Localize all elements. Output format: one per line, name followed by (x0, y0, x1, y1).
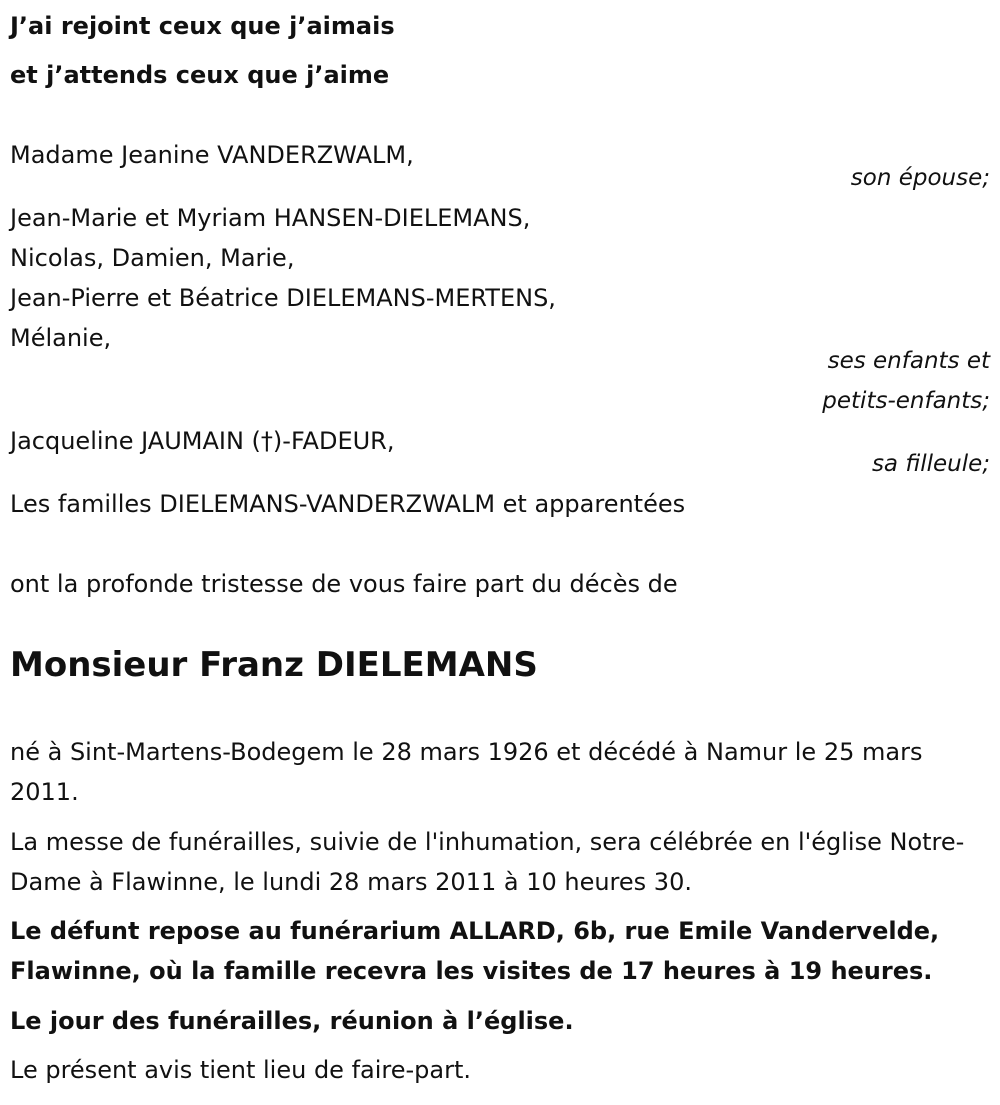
epigraph-line-1: J’ai rejoint ceux que j’aimais (10, 12, 395, 40)
funeral-paragraph: La messe de funérailles, suivie de l'inhumation, sera célébrée en l'église Notre-Dame à Flawinne, le lundi 28 mars 2011 à 10 heures 30. (10, 828, 965, 896)
goddaughter-name: Jacqueline JAUMAIN (†)-FADEUR, (10, 427, 395, 455)
birth-death-paragraph: né à Sint-Martens-Bodegem le 28 mars 1926 et décédé à Namur le 25 mars 2011. (10, 738, 923, 806)
child-line-2: Nicolas, Damien, Marie, (10, 244, 295, 272)
epigraph-line-2: et j’attends ceux que j’aime (10, 61, 390, 89)
announcement-text: ont la profonde tristesse de vous faire part du décès de (10, 570, 678, 598)
meeting-paragraph: Le jour des funérailles, réunion à l’église. (10, 1007, 574, 1035)
deceased-name: Monsieur Franz DIELEMANS (10, 645, 538, 685)
children-role-line-2: petits-enfants; (822, 388, 990, 414)
families-line: Les familles DIELEMANS-VANDERZWALM et apparentées (10, 490, 686, 518)
spouse-name: Madame Jeanine VANDERZWALM, (10, 141, 414, 169)
child-line-3: Jean-Pierre et Béatrice DIELEMANS-MERTENS, (10, 284, 556, 312)
child-line-1: Jean-Marie et Myriam HANSEN-DIELEMANS, (10, 204, 531, 232)
goddaughter-role: sa filleule; (871, 451, 990, 477)
notice-paragraph: Le présent avis tient lieu de faire-part. (10, 1056, 472, 1084)
funerarium-paragraph: Le défunt repose au funérarium ALLARD, 6b, rue Emile Vandervelde, Flawinne, où la famille recevra les visites de 17 heures à 19 heures. (10, 917, 940, 985)
spouse-role: son épouse; (850, 165, 990, 191)
children-role-line-1: ses enfants et (827, 348, 990, 374)
child-line-4: Mélanie, (10, 324, 112, 352)
